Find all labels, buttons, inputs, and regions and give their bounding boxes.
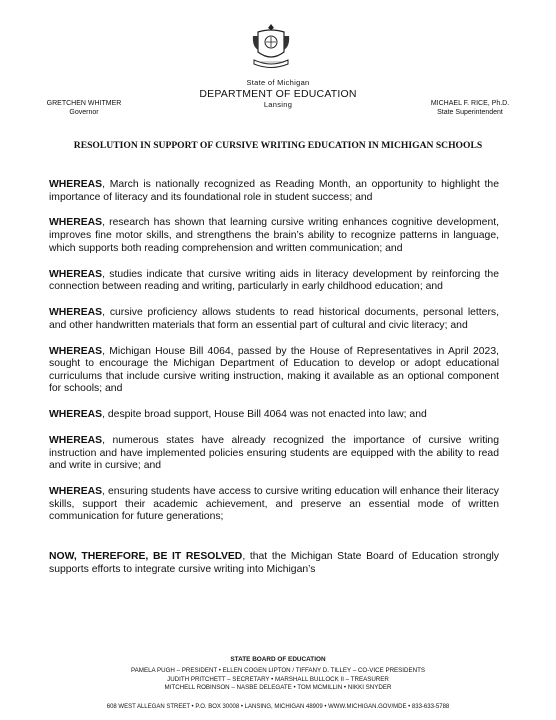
- michigan-state-seal-icon: [250, 22, 292, 72]
- board-members-line: PAMELA PUGH – PRESIDENT • ELLEN COGEN LIPTON / TIFFANY D. TILLEY – CO-VICE PRESIDENTS: [131, 667, 425, 675]
- whereas-paragraph: [49, 486, 499, 524]
- paragraph-lead: WHEREAS: [49, 486, 103, 498]
- whereas-paragraph: [49, 217, 499, 255]
- state-label: State of Michigan: [246, 78, 310, 87]
- paragraph-text: , studies indicate that cursive writing aids in literacy development by reinforcing the connection between reading and writing, particularly in early childhood education; and: [49, 268, 499, 293]
- superintendent-name: MICHAEL F. RICE, Ph.D.: [430, 100, 510, 107]
- paragraph-text: , numerous states have already recognized the importance of cursive writing instruction and have implemented policies ensuring students are equipped with the ability to read and write in cursive; and: [49, 435, 499, 472]
- paragraph-lead: WHEREAS: [49, 409, 103, 421]
- department-heading: [150, 78, 406, 110]
- paragraph-text: , March is nationally recognized as Reading Month, an opportunity to highlight the importance of literacy and its foundational role in student success; and: [49, 179, 499, 203]
- whereas-paragraph: [49, 435, 499, 473]
- paragraph-text: , Michigan House Bill 4064, passed by the House of Representatives in April 2023, sought to encourage the Michigan Department of Education to develop or adopt educational curriculums that include cursive writing instruction, making it available as an optional component for schools; and: [49, 345, 499, 395]
- paragraph-text: , despite broad support, House Bill 4064 was not enacted into law; and: [102, 409, 427, 421]
- resolved-lead: NOW, THEREFORE, BE IT RESOLVED: [49, 550, 243, 562]
- board-title: STATE BOARD OF EDUCATION: [230, 656, 326, 663]
- resolved-paragraph: [49, 551, 499, 576]
- whereas-paragraph: [49, 179, 499, 204]
- paragraph-text: , ensuring students have access to cursive writing education will enhance their literacy skills, support their academic achievement, and preserve an essential mode of written communication for future generations;: [49, 486, 499, 523]
- paragraph-text: , research has shown that learning cursive writing enhances cognitive development, improves fine motor skills, and strengthens the brain’s ability to recognize patterns in language, which supports both reading comprehension and written communication; and: [49, 217, 499, 254]
- whereas-paragraph: [49, 269, 499, 294]
- whereas-paragraph: [49, 409, 499, 422]
- paragraph-text: , cursive proficiency allows students to read historical documents, personal letters, and other handwritten materials that form an essential part of cultural and civic literacy; and: [49, 307, 499, 331]
- governor-title: Governor: [69, 109, 99, 116]
- whereas-paragraph: [49, 346, 499, 396]
- department-name: DEPARTMENT OF EDUCATION: [199, 88, 357, 100]
- paragraph-lead: WHEREAS: [49, 268, 103, 280]
- resolved-text: , that the Michigan State Board of Education strongly supports efforts to integrate cursive writing into Michigan’s: [49, 550, 500, 575]
- resolution-title: RESOLUTION IN SUPPORT OF CURSIVE WRITING EDUCATION IN MICHIGAN SCHOOLS: [73, 140, 483, 151]
- paragraph-lead: WHEREAS: [49, 345, 103, 357]
- board-members-line: MITCHELL ROBINSON – NASBE DELEGATE • TOM MCMILLIN • NIKKI SNYDER: [164, 684, 392, 692]
- superintendent-block: [418, 99, 522, 117]
- city-label: Lansing: [263, 100, 293, 109]
- paragraph-lead: WHEREAS: [49, 307, 103, 319]
- whereas-paragraph: [49, 307, 499, 332]
- governor-name: GRETCHEN WHITMER: [46, 100, 122, 107]
- board-members-line: JUDITH PRITCHETT – SECRETARY • MARSHALL BULLOCK II – TREASURER: [167, 675, 389, 683]
- paragraph-lead: WHEREAS: [49, 217, 103, 229]
- paragraph-lead: WHEREAS: [49, 435, 103, 447]
- paragraph-lead: WHEREAS: [49, 179, 103, 190]
- footer-address: 608 WEST ALLEGAN STREET • P.O. BOX 30008 • LANSING, MICHIGAN 48909 • WWW.MICHIGAN.GOV/MDE • 833-633-5788: [106, 703, 450, 710]
- page-footer: [40, 656, 516, 711]
- resolution-body: [49, 179, 499, 589]
- governor-block: [38, 99, 130, 117]
- superintendent-title: State Superintendent: [437, 109, 503, 116]
